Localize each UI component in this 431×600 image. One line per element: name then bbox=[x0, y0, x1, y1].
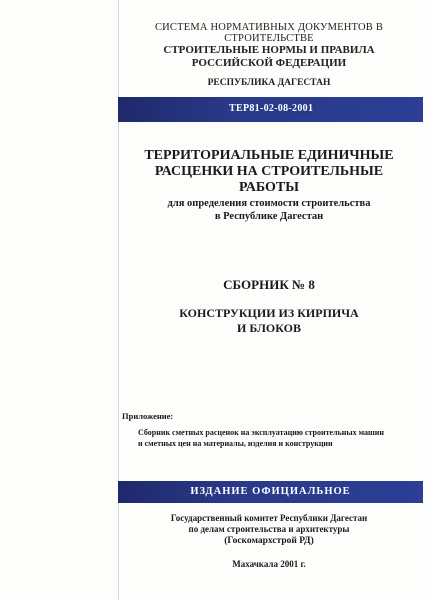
official-edition-label: ИЗДАНИЕ ОФИЦИАЛЬНОЕ bbox=[190, 486, 351, 497]
appendix-text-line1: Сборник сметных расценок на эксплуатацию строительных машин bbox=[138, 428, 384, 437]
republic-heading: РЕСПУБЛИКА ДАГЕСТАН bbox=[207, 78, 331, 88]
appendix-label: Приложение: bbox=[122, 411, 174, 421]
norms-heading-line1: СТРОИТЕЛЬНЫЕ НОРМЫ И ПРАВИЛА bbox=[163, 44, 375, 56]
norms-heading-line2: РОССИЙСКОЙ ФЕДЕРАЦИИ bbox=[191, 57, 347, 69]
document-subtitle bbox=[118, 197, 420, 223]
system-heading: СИСТЕМА НОРМАТИВНЫХ ДОКУМЕНТОВ В СТРОИТЕЛЬСТВЕ bbox=[154, 22, 384, 44]
publisher-abbreviation: (Госкомархстрой РД) bbox=[224, 536, 314, 546]
collection-number: СБОРНИК № 8 bbox=[223, 277, 315, 292]
norms-heading bbox=[118, 44, 420, 70]
official-edition-band bbox=[118, 481, 423, 503]
publisher-line2: по делам строительства и архитектуры bbox=[188, 524, 350, 534]
collection-name-line1: КОНСТРУКЦИИ ИЗ КИРПИЧА bbox=[179, 306, 359, 320]
left-margin-rule bbox=[118, 0, 119, 600]
collection-name-line2: И БЛОКОВ bbox=[237, 321, 301, 335]
document-code-band bbox=[118, 97, 423, 122]
publisher-line1: Государственный комитет Республики Дагестан bbox=[170, 513, 368, 523]
document-code: ТЕР81-02-08-2001 bbox=[226, 102, 316, 115]
document-title-line1: ТЕРРИТОРИАЛЬНЫЕ ЕДИНИЧНЫЕ bbox=[144, 148, 394, 163]
appendix-text bbox=[138, 427, 384, 449]
collection-name bbox=[118, 306, 420, 336]
document-subtitle-line2: в Республике Дагестан bbox=[214, 211, 324, 222]
document-subtitle-line1: для определения стоимости строительства bbox=[167, 198, 371, 209]
appendix-text-line2: и сметных цен на материалы, изделия и конструкции bbox=[138, 439, 333, 448]
document-title-line2: РАСЦЕНКИ НА СТРОИТЕЛЬНЫЕ bbox=[154, 164, 384, 179]
publisher bbox=[118, 513, 420, 535]
document-title-line3: РАБОТЫ bbox=[238, 180, 299, 195]
document-title bbox=[118, 148, 420, 196]
publication-city-year: Махачкала 2001 г. bbox=[232, 559, 306, 569]
